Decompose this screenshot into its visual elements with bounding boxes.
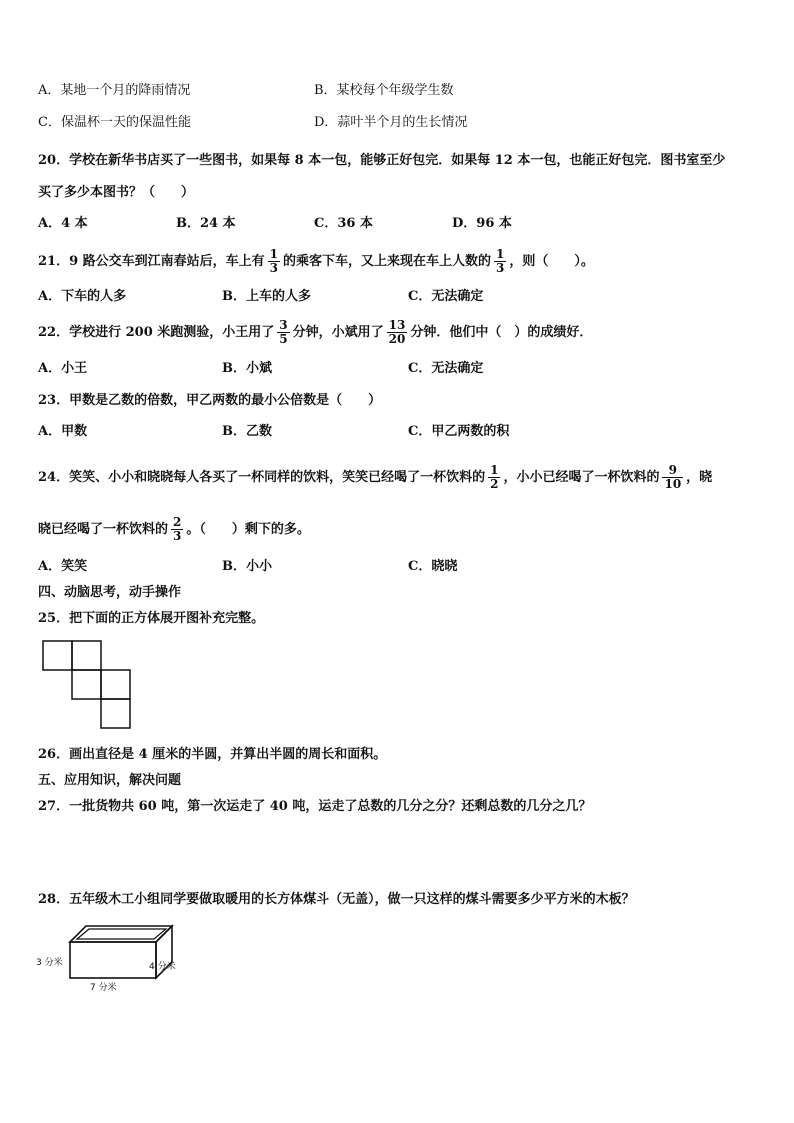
q23-option-a: A．甲数 <box>38 424 88 439</box>
cube-net-square <box>72 670 101 699</box>
q24-text-line1 <box>38 460 712 496</box>
box-opening <box>77 929 166 939</box>
q21-option-b: B．上车的人多 <box>222 289 311 304</box>
q26-text: 26．画出直径是 4 厘米的半圆，并算出半圆的周长和面积。 <box>38 747 387 762</box>
q20-option-b: B．24 本 <box>176 216 236 231</box>
q24-text-part1: 24．笑笑、小小和晓晓每人各买了一杯同样的饮料，笑笑已经喝了一杯饮料的 <box>38 470 486 485</box>
q24-fraction-3: $\frac{2}{3}$ <box>173 515 182 543</box>
q19-option-b: B．某校每个年级学生数 <box>314 83 454 98</box>
q23-text: 23．甲数是乙数的倍数，甲乙两数的最小公倍数是（ ） <box>38 393 382 408</box>
q22-text-part3: 分钟．他们中（ ）的成绩好． <box>410 325 593 340</box>
q24-text-line2 <box>38 512 310 548</box>
q21-fraction-1: $\frac{1}{3}$ <box>269 247 279 275</box>
q22-option-a: A．小王 <box>38 361 88 376</box>
q21-option-c: C．无法确定 <box>408 289 484 304</box>
q24-text-part4: 晓已经喝了一杯饮料的 <box>38 522 169 537</box>
q23-option-c: C．甲乙两数的积 <box>408 424 510 439</box>
q25-text: 25．把下面的正方体展开图补充完整。 <box>38 611 265 626</box>
q24-text-part2: ，小小已经喝了一杯饮料的 <box>503 470 660 485</box>
q24-option-b: B．小小 <box>222 559 272 574</box>
q22-text-part1: 22．学校进行 200 米跑测验，小王用了 <box>38 325 275 340</box>
q24-text-part5: 。（ ）剩下的多。 <box>186 522 310 537</box>
q27-text: 27．一批货物共 60 吨，第一次运走了 40 吨，运走了总数的几分之分？还剩总数的几分之几？ <box>38 799 592 814</box>
q21-text-part2: 的乘客下车，又上来现在车上人数的 <box>283 254 492 269</box>
box-front-face <box>70 942 156 978</box>
q21-fraction-2: $\frac{1}{3}$ <box>496 247 505 275</box>
q28-text: 28．五年级木工小组同学要做取暖用的长方体煤斗（无盖），做一只这样的煤斗需要多少平方米的木板？ <box>38 892 635 907</box>
q20-option-c: C．36 本 <box>314 216 373 231</box>
q24-option-c: C．晓晓 <box>408 559 458 574</box>
q22-option-b: B．小斌 <box>222 361 272 376</box>
cube-net-square <box>43 641 72 670</box>
q21-option-a: A．下车的人多 <box>38 289 127 304</box>
coal-scuttle-figure <box>36 920 186 996</box>
q21-text-part3: ，则（ ）。 <box>509 254 594 269</box>
cube-net-square <box>101 699 130 728</box>
q20-option-d: D．96 本 <box>452 216 512 231</box>
cube-net-square <box>101 670 130 699</box>
q20-text-line1: 20．学校在新华书店买了一些图书，如果每 8 本一包，能够正好包完．如果每 12 本一包，也能正好包完．图书室至少 <box>38 153 726 168</box>
q23-option-b: B．乙数 <box>222 424 272 439</box>
cube-net-square <box>72 641 101 670</box>
label-height: 3 分米 <box>36 958 63 968</box>
q19-option-c: C．保温杯一天的保温性能 <box>38 115 191 130</box>
q22-option-c: C．无法确定 <box>408 361 484 376</box>
q21-text-part1: 21．9 路公交车到江南春站后，车上有 <box>38 254 265 269</box>
q24-text-part3: ，晓 <box>686 470 713 485</box>
label-width: 4 分米 <box>149 962 176 972</box>
q24-fraction-2: $\frac{9}{10}$ <box>664 463 682 491</box>
q20-option-a: A．4 本 <box>38 216 88 231</box>
q20-text-line2: 买了多少本图书？（ ） <box>38 185 195 200</box>
q21-text <box>38 245 594 279</box>
q22-fraction-1: $\frac{3}{5}$ <box>279 318 288 346</box>
section-4-heading: 四、动脑思考，动手操作 <box>38 585 182 600</box>
label-length: 7 分米 <box>90 983 117 993</box>
q22-text-part2: 分钟，小斌用了 <box>292 325 384 340</box>
q22-text <box>38 316 592 350</box>
q19-option-d: D．蒜叶半个月的生长情况 <box>314 115 468 130</box>
section-5-heading: 五、应用知识，解决问题 <box>38 773 182 788</box>
cube-net-figure <box>40 638 136 734</box>
q22-fraction-2: $\frac{13}{20}$ <box>388 318 406 346</box>
q24-option-a: A．笑笑 <box>38 559 88 574</box>
q24-fraction-1: $\frac{1}{2}$ <box>490 463 499 491</box>
q19-option-a: A．某地一个月的降雨情况 <box>38 83 191 98</box>
